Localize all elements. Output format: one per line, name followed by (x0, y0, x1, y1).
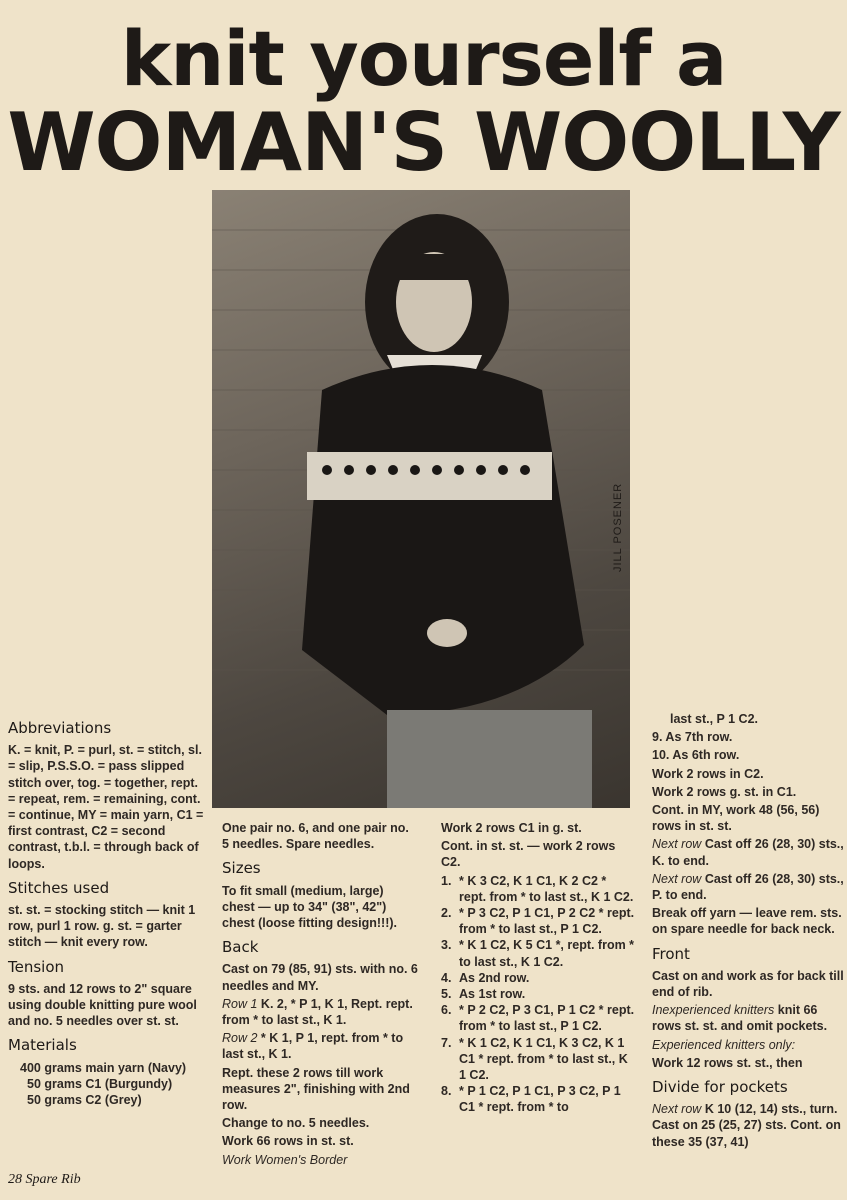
row-text: * K 1, P 1, rept. from * to last st., K 1. (222, 1031, 404, 1062)
tension-text: 9 sts. and 12 rows to 2" square using double knitting pure wool and no. 5 needles over st. st. (8, 981, 197, 1029)
border-intro: Cont. in st. st. — work 2 rows C2. (441, 839, 616, 870)
instruction: Work 2 rows g. st. in C1. (652, 784, 797, 799)
border-row: 6. * P 2 C2, P 3 C1, P 1 C2 * rept. from * to last st., P 1 C2. (441, 1003, 635, 1034)
experienced-label: Experienced knitters only: (652, 1037, 796, 1052)
next-row: Next row Cast off 26 (28, 30) sts., K. to end. (652, 837, 844, 868)
row-continuation: last st., P 1 C2. (670, 712, 759, 726)
needles-text: One pair no. 6, and one pair no. 5 needles. Spare needles. (222, 821, 409, 852)
stitches-heading: Stitches used (8, 878, 110, 897)
row-label: Row 2 (222, 1031, 258, 1046)
next-row: Next row Cast off 26 (28, 30) sts., P. to end. (652, 871, 844, 903)
materials-item: 50 grams C1 (Burgundy) (27, 1076, 173, 1091)
border-row: 2. * P 3 C2, P 1 C1, P 2 C2 * rept. from * to last st., P 1 C2. (441, 906, 635, 937)
column-2 (222, 820, 418, 1170)
abbreviations-text: K. = knit, P. = purl, st. = stitch, sl. = slip, P.S.S.O. = pass slipped stitch over, tog. = together, rept. = repeat, rem. = remaining, cont. = continue, MY = main yarn, C1 = first contrast, C2 = second contrast, t.b.l. = through back of loops. (8, 743, 204, 871)
sizes-heading: Sizes (222, 859, 261, 878)
photo-woman-in-sweater (212, 190, 630, 808)
headline-line-1: knit yourself a (120, 14, 727, 103)
experienced-text: Work 12 rows st. st., then (652, 1055, 803, 1070)
border-row: 7. * K 1 C2, K 1 C1, K 3 C2, K 1 C1 * rept. from * to last st., K 1 C2. (441, 1035, 628, 1083)
back-change: Change to no. 5 needles. (222, 1116, 370, 1131)
tension-heading: Tension (8, 957, 65, 976)
materials-item: 400 grams main yarn (Navy) (20, 1060, 187, 1075)
photo-illustration (212, 190, 630, 808)
border-row: 4. As 2nd row. (441, 970, 530, 985)
instruction: Work 2 rows in C2. (652, 766, 764, 781)
back-work: Work 66 rows in st. st. (222, 1134, 354, 1149)
abbreviations-heading: Abbreviations (8, 719, 112, 737)
back-heading: Back (222, 938, 259, 957)
materials-item: 50 grams C2 (Grey) (27, 1093, 142, 1108)
column-4 (652, 711, 847, 1152)
back-cast-on: Cast on 79 (85, 91) sts. with no. 6 needles and MY. (222, 962, 418, 993)
column-1 (8, 720, 206, 1108)
border-row: 8. * P 1 C2, P 1 C1, P 3 C2, P 1 C1 * rept. from * to (441, 1084, 621, 1115)
page-footer: 28 Spare Rib (8, 1172, 81, 1187)
border-row: 3. * K 1 C2, K 5 C1 *, rept. from * to last st., K 1 C2. (441, 938, 635, 969)
stitches-text: st. st. = stocking stitch — knit 1 row, purl 1 row. g. st. = garter stitch — knit every row. (8, 903, 196, 950)
front-text: Cast on and work as for back till end of rib. (652, 968, 844, 1000)
row-label: Row 1 (222, 996, 258, 1011)
front-heading: Front (652, 944, 690, 963)
row-10: 10. As 6th row. (652, 748, 740, 763)
border-rows (441, 873, 636, 1116)
row-text: K. 2, * P 1, K 1, Rept. rept. from * to last st., K 1. (222, 996, 413, 1028)
border-row: 5. As 1st row. (441, 987, 526, 1002)
back-repeat: Rept. these 2 rows till work measures 2", finishing with 2nd row. (222, 1065, 410, 1113)
border-row: 1. * K 3 C2, K 1 C1, K 2 C2 * rept. from * to last st., K 1 C2. (441, 873, 634, 904)
break-off: Break off yarn — leave rem. sts. on spare needle for back neck. (652, 906, 842, 937)
materials-heading: Materials (8, 1036, 77, 1055)
sizes-text: To fit small (medium, large) chest — up to 34" (38", 42") chest (loose fitting design!!!). (222, 883, 397, 931)
row-9: 9. As 7th row. (652, 730, 733, 745)
instruction: Cont. in MY, work 48 (56, 56) rows in st. st. (652, 803, 820, 834)
pockets-text: Next row K 10 (12, 14) sts., turn. Cast on 25 (25, 27) sts. Cont. on these 35 (37, 41) (652, 1102, 841, 1149)
pockets-heading: Divide for pockets (652, 1078, 788, 1097)
back-row-2 (222, 1030, 418, 1062)
photo-credit: JILL POSENER (612, 482, 624, 572)
border-intro: Work 2 rows C1 in g. st. (441, 821, 582, 835)
inexperienced: Inexperienced knitters knit 66 rows st. st. and omit pockets. (652, 1003, 828, 1034)
headline-line-2: WOMAN'S WOOLLY (7, 96, 840, 189)
column-3 (441, 820, 636, 1116)
back-border: Work Women's Border (222, 1152, 348, 1167)
back-row-1 (222, 996, 418, 1028)
